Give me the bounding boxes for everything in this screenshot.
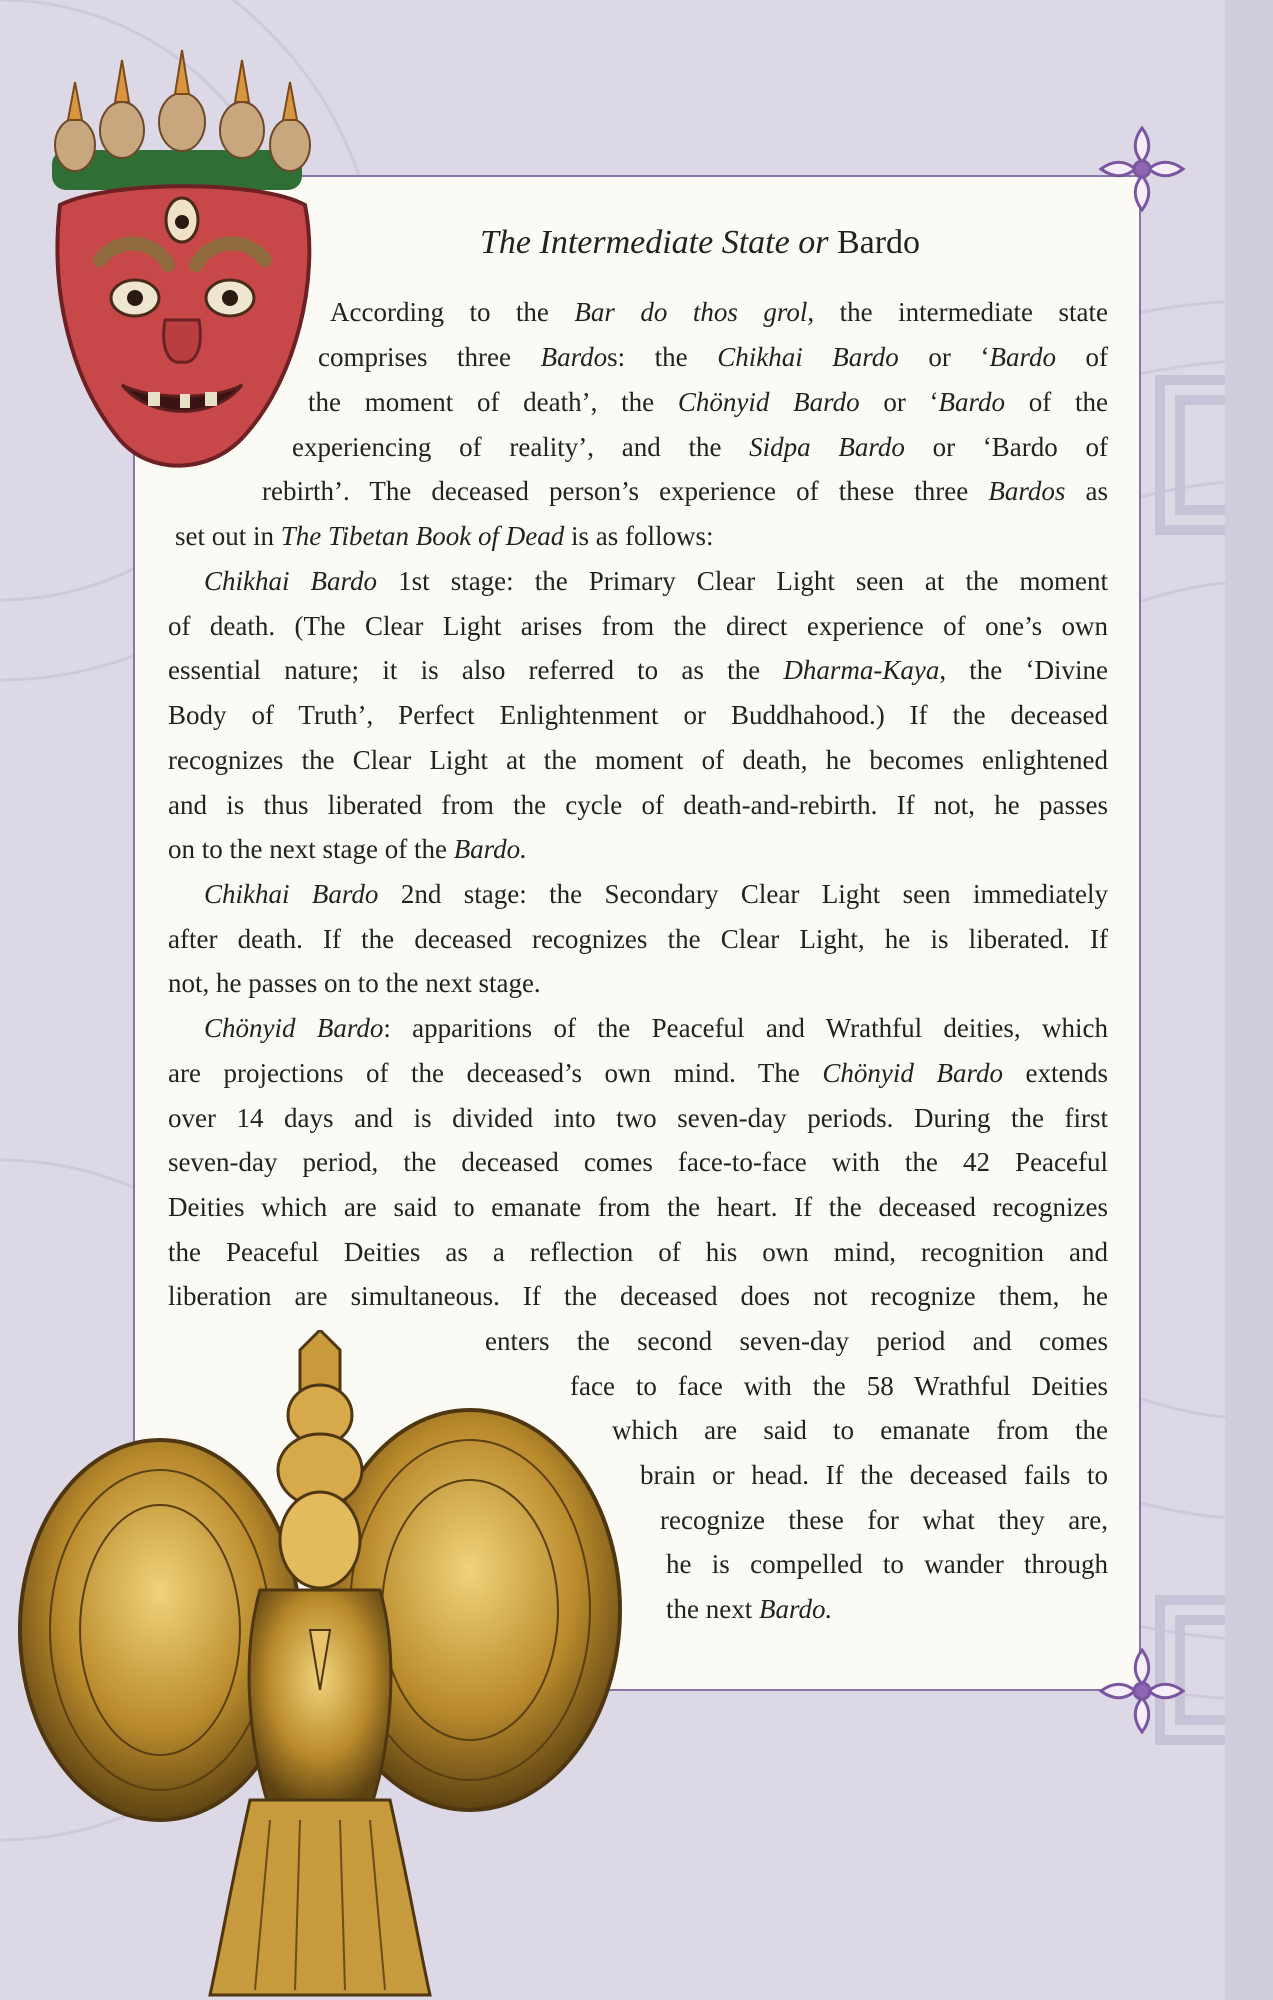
text-line bbox=[168, 1192, 1108, 1226]
text-run: after death. If the deceased recognizes the Clear Light, he is liberated. If bbox=[168, 924, 1108, 954]
text-run: enters the second seven-day period and comes bbox=[485, 1326, 1108, 1356]
text-line bbox=[168, 924, 1108, 958]
text-line bbox=[204, 879, 1108, 913]
text-line bbox=[168, 1281, 1108, 1315]
text-line bbox=[330, 297, 1108, 331]
text-run: or ‘Bardo of bbox=[904, 432, 1108, 462]
italic-term: Bardo bbox=[989, 342, 1056, 372]
text-run: 1st stage: the Primary Clear Light seen at the moment bbox=[377, 566, 1109, 596]
text-run: seven-day period, the deceased comes face-to-face with the 42 Peaceful bbox=[168, 1147, 1108, 1177]
text-run: s: the bbox=[607, 342, 718, 372]
text-line bbox=[168, 790, 1108, 824]
italic-term: Bardos bbox=[988, 476, 1066, 506]
text-run: set out in bbox=[175, 521, 281, 551]
italic-term: Bardo bbox=[938, 387, 1006, 417]
text-line bbox=[666, 1594, 1108, 1628]
text-run: experiencing of reality’, and the bbox=[292, 432, 750, 462]
text-line bbox=[262, 476, 1108, 510]
section-title-italic: The Intermediate State or bbox=[480, 224, 829, 261]
vajra-ornament-bottom bbox=[1095, 1644, 1189, 1738]
text-line bbox=[660, 1505, 1108, 1539]
text-line bbox=[168, 1103, 1108, 1137]
text-run: the Peaceful Deities as a reflection of his own mind, recognition and bbox=[168, 1237, 1108, 1267]
text-line bbox=[485, 1326, 1108, 1360]
text-run: the next bbox=[666, 1594, 759, 1624]
text-run: : apparitions of the Peaceful and Wrathful deities, which bbox=[383, 1013, 1108, 1043]
text-run: 2nd stage: the Secondary Clear Light seen immediately bbox=[378, 879, 1108, 909]
text-run: rebirth’. The deceased person’s experience of these three bbox=[262, 476, 989, 506]
text-line bbox=[570, 1371, 1108, 1405]
text-run: According to the bbox=[330, 297, 575, 327]
italic-term: Bardo. bbox=[453, 834, 527, 864]
text-run: which are said to emanate from the bbox=[612, 1415, 1108, 1445]
text-run: or ‘ bbox=[859, 387, 939, 417]
italic-term: Chikhai Bardo bbox=[204, 566, 378, 596]
thousand-armed-avalokiteshvara-statue-image bbox=[10, 1330, 640, 2000]
italic-term: Bar do thos grol bbox=[574, 297, 808, 327]
text-run: as bbox=[1065, 476, 1108, 506]
text-line bbox=[168, 834, 1108, 868]
text-run: liberation are simultaneous. If the deceased does not recognize them, he bbox=[168, 1281, 1108, 1311]
text-line bbox=[168, 1147, 1108, 1181]
text-run: is as follows: bbox=[564, 521, 714, 551]
italic-term: Chönyid Bardo bbox=[822, 1058, 1003, 1088]
italic-term: Dharma-Kaya bbox=[783, 655, 940, 685]
text-line bbox=[168, 745, 1108, 779]
text-run: of bbox=[1055, 342, 1109, 372]
text-run: and is thus liberated from the cycle of death-and-rebirth. If not, he passes bbox=[168, 790, 1108, 820]
italic-term: Chikhai Bardo bbox=[204, 879, 379, 909]
text-line bbox=[175, 521, 1108, 555]
text-run: comprises three bbox=[318, 342, 541, 372]
text-line bbox=[168, 968, 1108, 1002]
italic-term: Sidpa Bardo bbox=[749, 432, 905, 462]
text-line bbox=[640, 1460, 1108, 1494]
text-line bbox=[168, 1058, 1108, 1092]
text-run: Body of Truth’, Perfect Enlightenment or Buddhahood.) If the deceased bbox=[168, 700, 1108, 730]
italic-term: Chönyid Bardo bbox=[677, 387, 860, 417]
text-run: recognize these for what they are, bbox=[660, 1505, 1108, 1535]
text-run: essential nature; it is also referred to as the bbox=[168, 655, 784, 685]
text-run: recognizes the Clear Light at the moment of death, he becomes enlightened bbox=[168, 745, 1108, 775]
italic-term: Bardo bbox=[540, 342, 608, 372]
text-run: Deities which are said to emanate from the heart. If the deceased recognizes bbox=[168, 1192, 1108, 1222]
text-run: of the bbox=[1005, 387, 1108, 417]
text-run: are projections of the deceased’s own mind. The bbox=[168, 1058, 823, 1088]
text-line bbox=[168, 1237, 1108, 1271]
text-run: face to face with the 58 Wrathful Deities bbox=[570, 1371, 1108, 1401]
text-run: he is compelled to wander through bbox=[666, 1549, 1108, 1579]
text-line bbox=[168, 611, 1108, 645]
wrathful-deity-mask-image bbox=[30, 30, 320, 480]
text-run: brain or head. If the deceased fails to bbox=[640, 1460, 1108, 1490]
text-line bbox=[204, 566, 1108, 600]
text-line bbox=[168, 700, 1108, 734]
text-run: not, he passes on to the next stage. bbox=[168, 968, 541, 998]
section-title-plain: Bardo bbox=[836, 224, 921, 261]
italic-term: Chönyid Bardo bbox=[204, 1013, 384, 1043]
text-line bbox=[168, 655, 1108, 689]
text-line bbox=[204, 1013, 1108, 1047]
text-line bbox=[666, 1549, 1108, 1583]
italic-term: Bardo. bbox=[758, 1594, 833, 1624]
text-line bbox=[308, 387, 1108, 421]
text-run: , the ‘Divine bbox=[939, 655, 1108, 685]
text-run: extends bbox=[1002, 1058, 1108, 1088]
italic-term: Chikhai Bardo bbox=[717, 342, 899, 372]
text-line bbox=[292, 432, 1108, 466]
text-run: or ‘ bbox=[898, 342, 990, 372]
text-run: the moment of death’, the bbox=[308, 387, 678, 417]
italic-term: The Tibetan Book of Dead bbox=[280, 521, 565, 551]
section-title bbox=[480, 224, 1040, 262]
text-run: , the intermediate state bbox=[807, 297, 1108, 327]
text-run: over 14 days and is divided into two seven-day periods. During the first bbox=[168, 1103, 1108, 1133]
text-line bbox=[318, 342, 1108, 376]
vajra-ornament-top bbox=[1095, 122, 1189, 216]
text-run: of death. (The Clear Light arises from the direct experience of one’s own bbox=[168, 611, 1108, 641]
text-run: on to the next stage of the bbox=[168, 834, 454, 864]
text-line bbox=[612, 1415, 1108, 1449]
